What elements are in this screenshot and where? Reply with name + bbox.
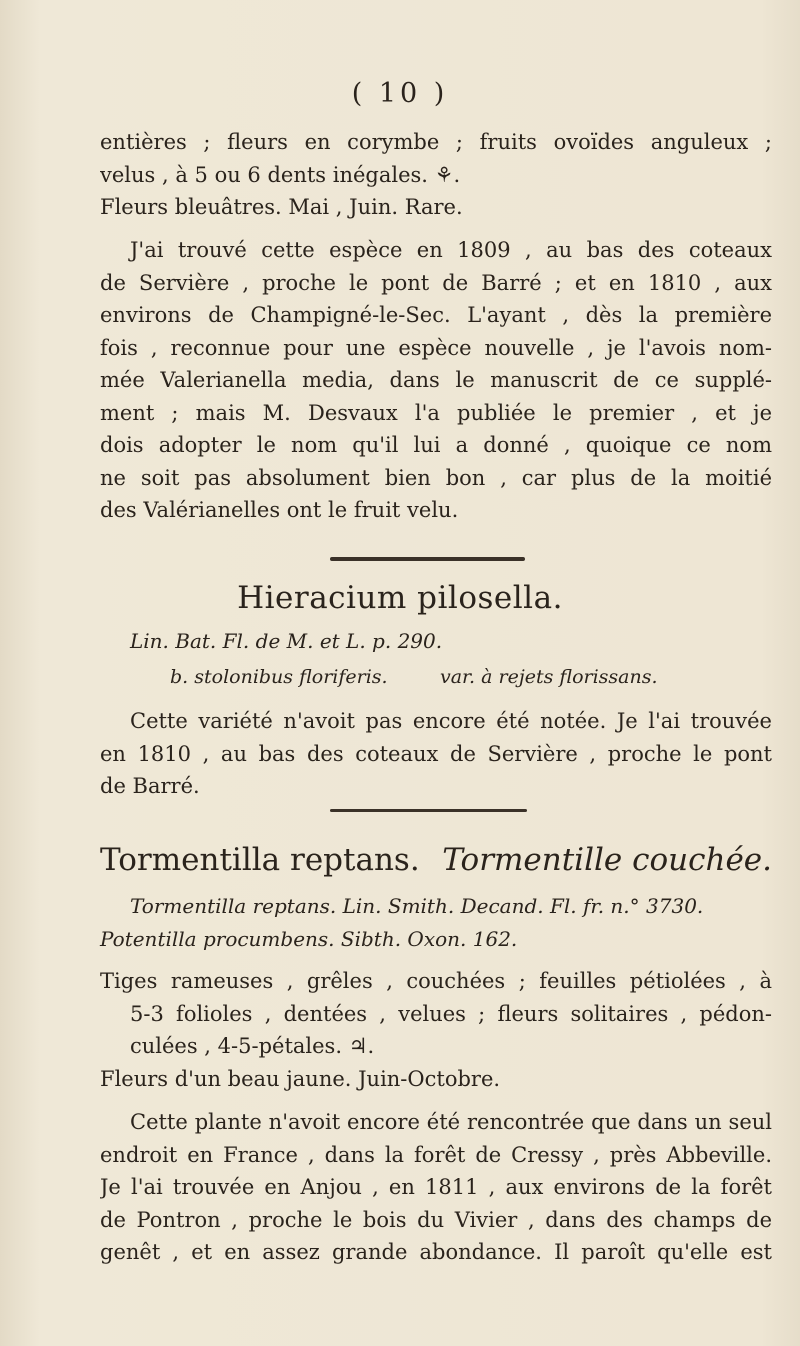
text-line: fois , reconnue pour une espèce nouvelle , je l'avois nom- (100, 335, 772, 360)
text-line: en 1810 , au bas des coteaux de Servière , proche le pont (100, 741, 772, 766)
paragraph-tormentilla (100, 1106, 772, 1269)
section-divider (330, 809, 527, 812)
species-heading-tormentilla (100, 842, 772, 878)
text-line: de Servière , proche le pont de Barré ; et en 1810 , aux (100, 270, 772, 295)
text-line: Fleurs bleuâtres. Mai , Juin. Rare. (100, 195, 463, 219)
text-line: environs de Champigné-le-Sec. L'ayant , dès la première (100, 303, 772, 327)
text-line: 5-3 folioles , dentées , velues ; fleurs solitaires , pédon- (130, 1001, 772, 1026)
text-line: de Barré. (100, 774, 200, 798)
text-line: ment ; mais M. Desvaux l'a publiée le premier , et je (100, 400, 772, 425)
text-line: Cette plante n'avoit encore été rencontrée que dans un seul (130, 1110, 772, 1134)
text-line: dois adopter le nom qu'il lui a donné , quoique ce nom (100, 433, 772, 457)
text-line: endroit en France , dans la forêt de Cressy , près Abbeville. (100, 1142, 772, 1167)
synonym-reference: Tormentilla reptans. Lin. Smith. Decand. Fl. fr. n.° 3730. (130, 894, 704, 918)
text-line: entières ; fleurs en corymbe ; fruits ovoïdes anguleux ; (100, 130, 772, 154)
synonym-reference: Potentilla procumbens. Sibth. Oxon. 162. (100, 927, 518, 951)
section-divider (330, 557, 525, 561)
literature-reference: Lin. Bat. Fl. de M. et L. p. 290. (130, 629, 443, 653)
species-heading-hieracium: Hieracium pilosella. (237, 580, 563, 616)
text-line: velus , à 5 ou 6 dents inégales. ⚘. (100, 162, 461, 187)
text-line: de Pontron , proche le bois du Vivier , dans des champs de (100, 1207, 772, 1232)
species-name-french: Tormentille couchée. (442, 842, 772, 878)
text-line: J'ai trouvé cette espèce en 1809 , au bas des coteaux (130, 238, 772, 262)
paragraph-hieracium (100, 705, 772, 803)
text-line: Tiges rameuses , grêles , couchées ; feuilles pétiolées , à (100, 969, 772, 993)
text-line: mée Valerianella media, dans le manuscrit de ce supplé- (100, 368, 772, 392)
page-number: ( 10 ) (351, 78, 449, 109)
text-line: genêt , et en assez grande abondance. Il paroît qu'elle est (100, 1240, 772, 1264)
paragraph-valerianella (100, 234, 772, 527)
variety-latin: b. stolonibus floriferis. (170, 666, 388, 688)
text-line: culées , 4-5-pétales. ♃. (130, 1034, 375, 1058)
species-description (100, 965, 772, 1095)
species-name-latin: Tormentilla reptans. (100, 842, 420, 878)
variety-french: var. à rejets florissans. (440, 666, 658, 688)
text-line: Je l'ai trouvée en Anjou , en 1811 , aux environs de la forêt (100, 1175, 772, 1199)
text-line: Cette variété n'avoit pas encore été notée. Je l'ai trouvée (130, 709, 772, 733)
intro-text (100, 126, 772, 224)
text-line: des Valérianelles ont le fruit velu. (100, 498, 459, 522)
text-line: Fleurs d'un beau jaune. Juin-Octobre. (100, 1066, 501, 1091)
text-line: ne soit pas absolument bien bon , car plus de la moitié (100, 465, 772, 490)
